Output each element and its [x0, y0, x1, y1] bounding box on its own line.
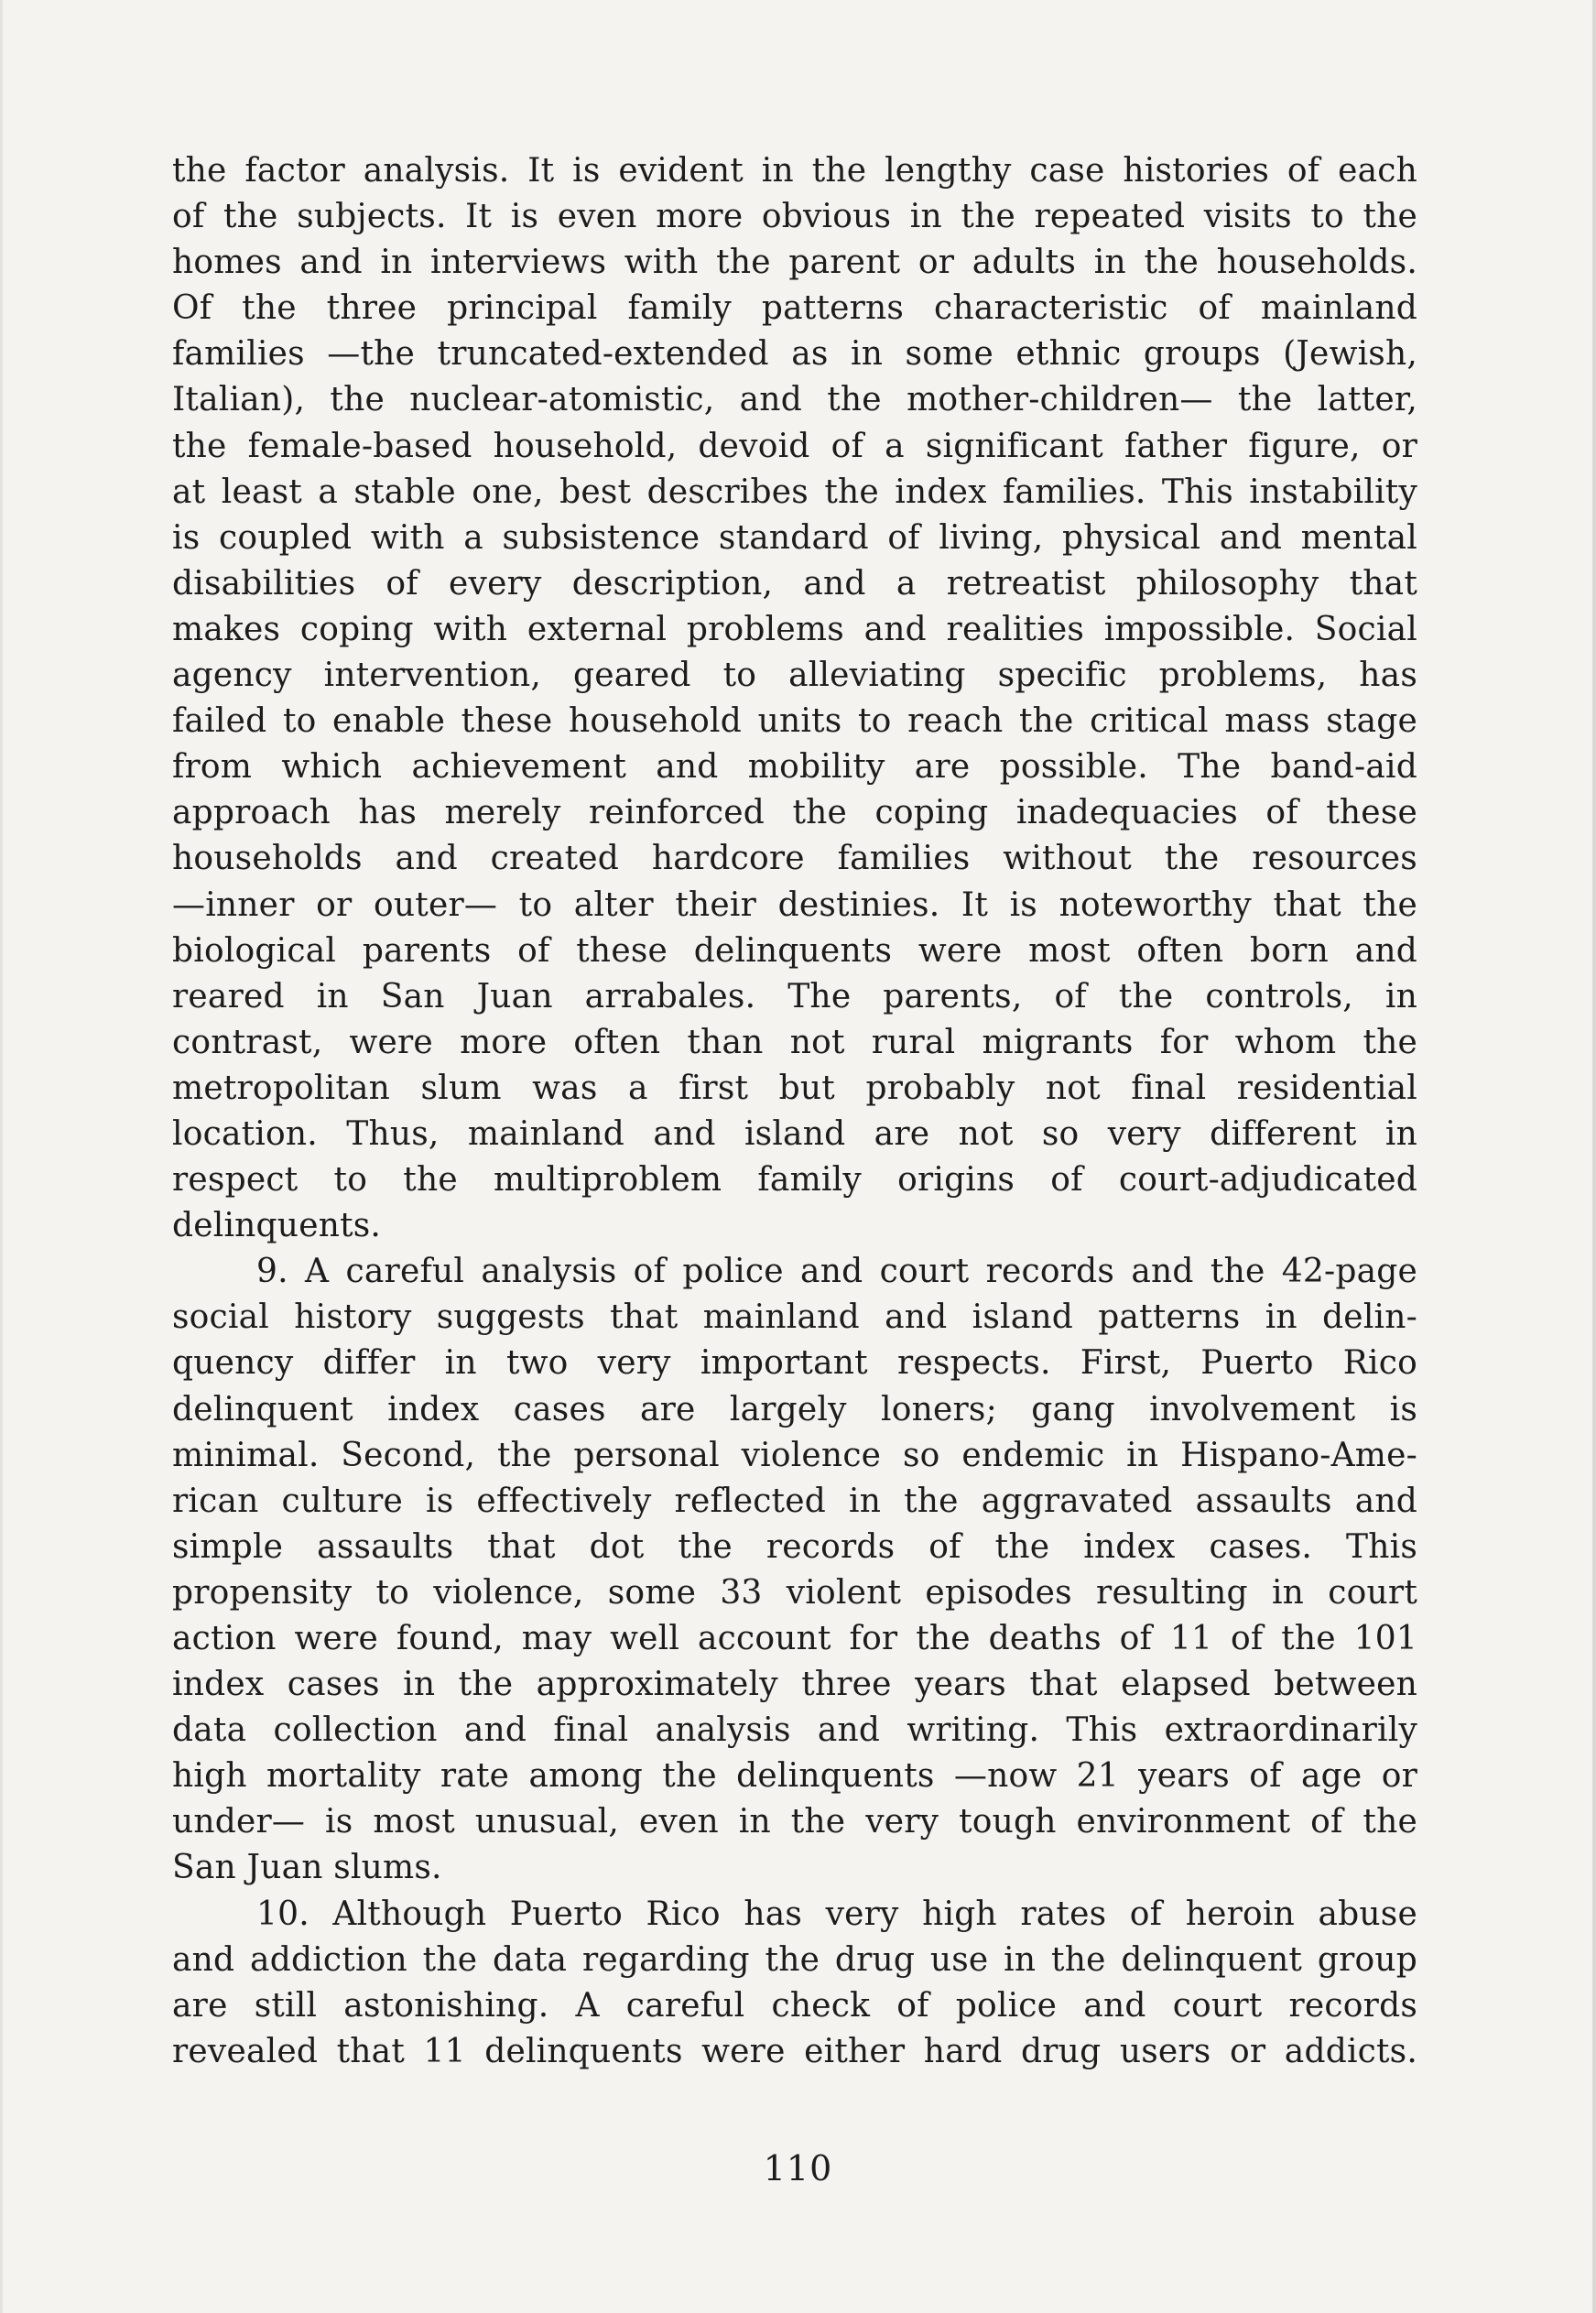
page-number: 110 — [763, 2148, 833, 2188]
text-line: delinquent index cases are largely loners; gang involvement is — [172, 1390, 1417, 1428]
text-line: families —the truncated-extended as in some ethnic groups (Jewish, — [172, 335, 1417, 374]
text-line: —inner or outer— to alter their destinies. It is noteworthy that the — [172, 885, 1417, 924]
text-line: action were found, may well account for the deaths of 11 of the 101 — [172, 1620, 1417, 1657]
text-line: makes coping with external problems and realities impossible. Social — [172, 610, 1417, 648]
text-line: homes and in interviews with the parent or adults in the households. — [172, 244, 1417, 282]
text-line: is coupled with a subsistence standard of living, physical and mental — [172, 518, 1417, 557]
scan-edge-left — [0, 0, 3, 2313]
text-line: and addiction the data regarding the drug use in the delinquent group — [172, 1940, 1417, 1979]
text-line: propensity to violence, some 33 violent episodes resulting in court — [172, 1573, 1417, 1612]
text-line: agency intervention, geared to alleviating specific problems, has — [172, 657, 1417, 695]
text-line: failed to enable these household units to reach the critical mass stage — [172, 702, 1417, 741]
text-line: metropolitan slum was a first but probably not final residential — [172, 1069, 1417, 1107]
text-line: are still astonishing. A careful check of police and court records — [172, 1986, 1417, 2025]
text-line: under— is most unusual, even in the very tough environment of the — [172, 1803, 1417, 1841]
text-line: location. Thus, mainland and island are not so very different in — [172, 1114, 1417, 1153]
text-line: contrast, were more often than not rural migrants for whom the — [172, 1023, 1417, 1061]
text-line: quency differ in two very important respects. First, Puerto Rico — [172, 1344, 1417, 1383]
text-line: disabilities of every description, and a retreatist philosophy that — [172, 564, 1417, 603]
text-line: from which achievement and mobility are possible. The band-aid — [172, 748, 1417, 787]
text-line: data collection and final analysis and writing. This extraordinarily — [172, 1711, 1417, 1750]
text-line: rican culture is effectively reflected in the aggravated assaults and — [172, 1482, 1417, 1520]
text-line: index cases in the approximately three years that elapsed between — [172, 1666, 1417, 1704]
text-line: reared in San Juan arrabales. The parents, of the controls, in — [172, 977, 1417, 1015]
text-line: 9. A careful analysis of police and court records and the 42-page — [256, 1253, 1417, 1291]
text-line: revealed that 11 delinquents were either hard drug users or addicts. — [172, 2032, 1417, 2070]
text-line: households and created hardcore families without the resources — [172, 840, 1417, 878]
text-line: minimal. Second, the personal violence so endemic in Hispano-Ame- — [172, 1436, 1417, 1474]
text-line: high mortality rate among the delinquents —now 21 years of age or — [172, 1757, 1417, 1796]
text-line: San Juan slums. — [172, 1849, 442, 1887]
text-line: approach has merely reinforced the coping inadequacies of these — [172, 794, 1417, 832]
text-line: at least a stable one, best describes the index families. This instability — [172, 472, 1417, 511]
text-line: the female-based household, devoid of a significant father figure, or — [172, 427, 1417, 465]
text-line: Italian), the nuclear-atomistic, and the mother-children— the latter, — [172, 381, 1417, 419]
text-line: respect to the multiproblem family origins of court-adjudicated — [172, 1161, 1417, 1200]
text-line: 10. Although Puerto Rico has very high rates of heroin abuse — [256, 1895, 1417, 1933]
body-text — [172, 148, 1417, 2075]
text-line: of the subjects. It is even more obvious in the repeated visits to the — [172, 198, 1417, 236]
text-line: Of the three principal family patterns characteristic of mainland — [172, 289, 1417, 328]
text-line: the factor analysis. It is evident in the lengthy case histories of each — [172, 152, 1417, 190]
text-line: social history suggests that mainland and island patterns in delin- — [172, 1298, 1417, 1337]
text-line: simple assaults that dot the records of the index cases. This — [172, 1527, 1417, 1566]
scan-edge-right — [1592, 0, 1596, 2313]
text-line: biological parents of these delinquents were most often born and — [172, 931, 1417, 970]
text-line: delinquents. — [172, 1207, 382, 1245]
